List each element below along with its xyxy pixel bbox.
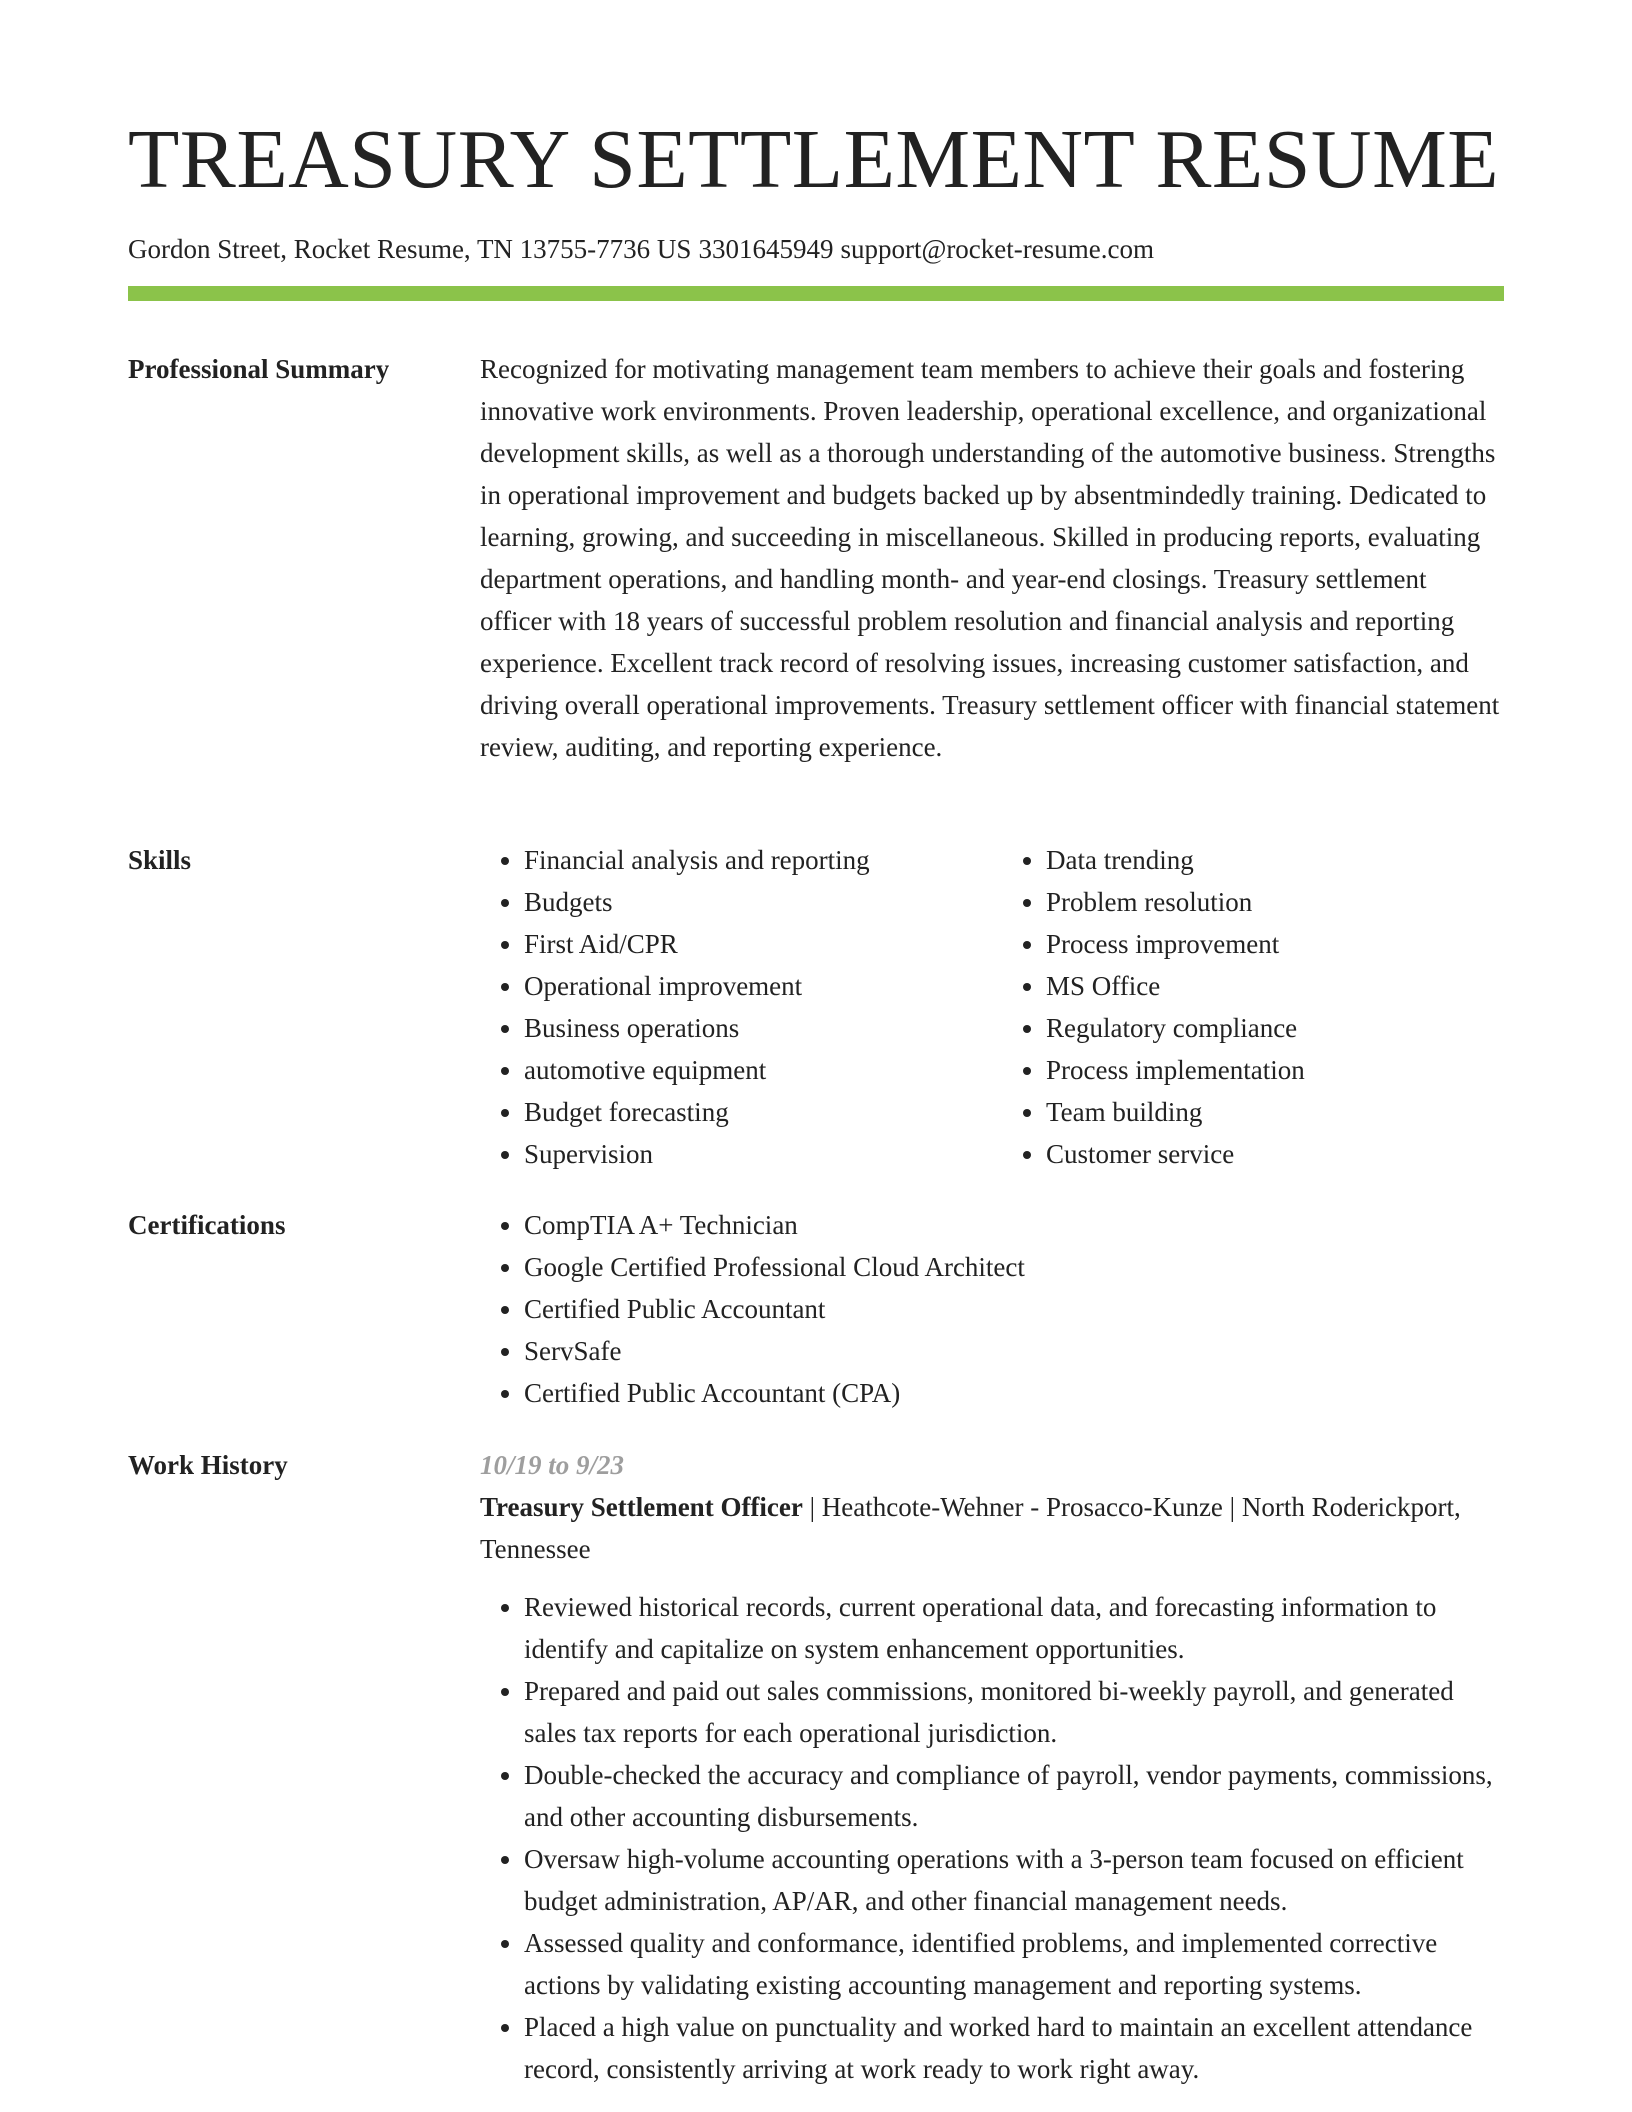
job-bullet: • Prepared and paid out sales commissions, monitored bi-weekly payroll, and generated sales tax reports for each operational jurisdiction.	[524, 1670, 1504, 1754]
skill-item: • Process implementation	[1046, 1049, 1504, 1091]
contact-address: Gordon Street, Rocket Resume, TN 13755-7736 US	[128, 234, 692, 264]
job-entry	[480, 1444, 1504, 2090]
job-heading	[480, 1486, 1504, 1570]
certifications-list	[480, 1204, 1504, 1414]
resume-title: TREASURY SETTLEMENT RESUME	[128, 113, 1500, 206]
skills-body	[480, 839, 1504, 1175]
certification-item: • Google Certified Professional Cloud Architect	[524, 1246, 1504, 1288]
skills-list-right	[1002, 839, 1504, 1175]
work-history-heading: Work History	[128, 1450, 288, 1480]
job-bullet: • Reviewed historical records, current operational data, and forecasting information to identify and capitalize on system enhancement opportunities.	[524, 1586, 1504, 1670]
contact-phone: 3301645949	[698, 234, 834, 264]
skill-item: • Process improvement	[1046, 923, 1504, 965]
job-dates: 10/19 to 9/23	[480, 1450, 625, 1480]
work-history-body	[480, 1444, 1504, 2090]
skill-item: • Budgets	[524, 881, 982, 923]
skills-heading: Skills	[128, 845, 192, 875]
skill-item: • Financial analysis and reporting	[524, 839, 982, 881]
skill-item: • Budget forecasting	[524, 1091, 982, 1133]
skill-item: • Supervision	[524, 1133, 982, 1175]
skill-item: • MS Office	[1046, 965, 1504, 1007]
certification-item: • Certified Public Accountant (CPA)	[524, 1372, 1504, 1414]
certification-item: • CompTIA A+ Technician	[524, 1204, 1504, 1246]
job-company-location: | Heathcote-Wehner - Prosacco-Kunze | North Roderickport, Tennessee	[480, 1492, 1461, 1564]
skill-item: • First Aid/CPR	[524, 923, 982, 965]
contact-line	[128, 233, 1154, 265]
job-title: Treasury Settlement Officer	[480, 1492, 803, 1522]
skill-item: • Problem resolution	[1046, 881, 1504, 923]
skill-item: • automotive equipment	[524, 1049, 982, 1091]
skill-item: • Business operations	[524, 1007, 982, 1049]
summary-text: Recognized for motivating management team members to achieve their goals and fostering innovative work environments. Proven leadership, operational excellence, and organizational development skills, as well as a thorough understanding of the automotive business. Strengths in operational improvement and budgets backed up by absentmindedly training. Dedicated to learning, growing, and succeeding in miscellaneous. Skilled in producing reports, evaluating department operations, and handling month- and year-end closings. Treasury settlement officer with 18 years of successful problem resolution and financial analysis and reporting experience. Excellent track record of resolving issues, increasing customer satisfaction, and driving overall operational improvements. Treasury settlement officer with financial statement review, auditing, and reporting experience.	[480, 354, 1500, 762]
summary-heading: Professional Summary	[128, 354, 390, 384]
job-bullet: • Assessed quality and conformance, identified problems, and implemented corrective actions by validating existing accounting management and reporting systems.	[524, 1922, 1504, 2006]
job-bullet: • Oversaw high-volume accounting operations with a 3-person team focused on efficient budget administration, AP/AR, and other financial management needs.	[524, 1838, 1504, 1922]
skill-item: • Customer service	[1046, 1133, 1504, 1175]
skills-list-left	[480, 839, 982, 1175]
job-bullets	[480, 1586, 1504, 2090]
certifications-body	[480, 1204, 1504, 1414]
summary-body	[480, 348, 1504, 768]
certification-item: • ServSafe	[524, 1330, 1504, 1372]
skill-item: • Team building	[1046, 1091, 1504, 1133]
contact-email: support@rocket-resume.com	[840, 234, 1154, 264]
certifications-heading: Certifications	[128, 1210, 286, 1240]
job-bullet: • Double-checked the accuracy and compliance of payroll, vendor payments, commissions, and other accounting disbursements.	[524, 1754, 1504, 1838]
skill-item: • Regulatory compliance	[1046, 1007, 1504, 1049]
header-divider	[128, 286, 1504, 301]
certification-item: • Certified Public Accountant	[524, 1288, 1504, 1330]
skill-item: • Data trending	[1046, 839, 1504, 881]
job-bullet: • Placed a high value on punctuality and worked hard to maintain an excellent attendance record, consistently arriving at work ready to work right away.	[524, 2006, 1504, 2090]
skill-item: • Operational improvement	[524, 965, 982, 1007]
